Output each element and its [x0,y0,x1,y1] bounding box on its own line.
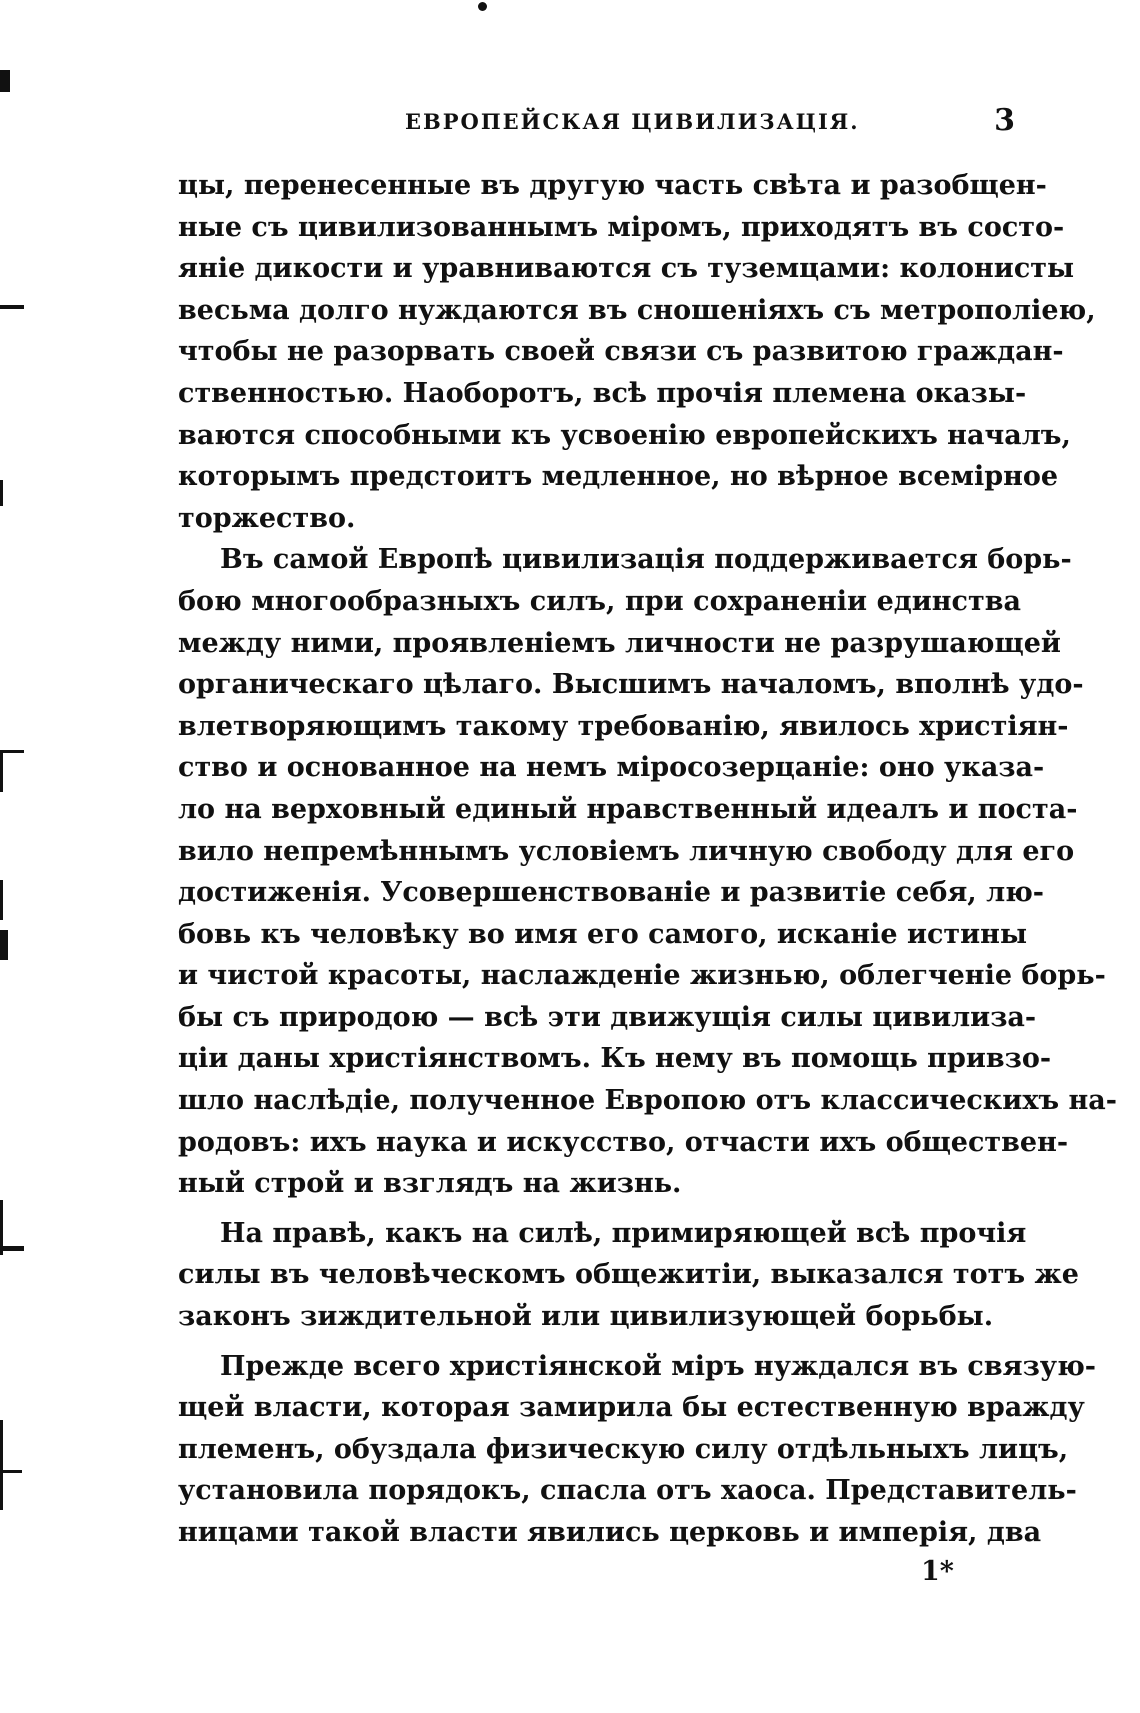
text-line: и чистой красоты, наслажденіе жизнью, облегченіе борь- [178,960,1106,992]
text-line: щей власти, которая замирила бы естественную вражду [178,1392,1085,1424]
print-dot-mark [478,2,487,11]
text-line: яніе дикости и уравниваются съ туземцами: колонисты [178,253,1075,285]
margin-tick [0,752,3,792]
text-line: племенъ, обуздала физическую силу отдѣльныхъ лицъ, [178,1433,1069,1465]
paragraph-2 [178,539,1118,1205]
text-line: шло наслѣдіе, полученное Европою отъ классическихъ на- [178,1085,1118,1117]
margin-tick [0,305,24,309]
margin-tick [0,1420,3,1510]
text-line: которымъ предстоитъ медленное, но вѣрное всемірное [178,461,1059,493]
text-line: ницами такой власти явились церковь и имперія, два [178,1517,1042,1548]
left-margin-marks [0,0,40,1713]
margin-tick [0,1246,24,1251]
paragraph-3 [178,1213,1079,1338]
text-line: бовь къ человѣку во имя его самого, исканіе истины [178,918,1028,950]
paragraph-4 [178,1346,1096,1554]
text-line: бою многообразныхъ силъ, при сохраненіи единства [178,585,1021,617]
text-line: чтобы не разорвать своей связи съ развитою граждан- [178,336,1064,368]
text-line: вило непремѣннымъ условіемъ личную свободу для его [178,835,1075,867]
text-line: установила порядокъ, спасла отъ хаоса. Представитель- [178,1475,1077,1507]
text-line: между ними, проявленіемъ личности не разрушающей [178,627,1061,659]
text-line: бы съ природою — всѣ эти движущія силы цивилиза- [178,1001,1037,1033]
page-header [175,103,1025,143]
text-line: ваются способными къ усвоенію европейскихъ началъ, [178,419,1071,451]
text-line: влетворяющимъ такому требованію, явилось христіян- [178,710,1069,742]
text-line: Прежде всего христіянской міръ нуждался въ связую- [220,1350,1096,1382]
text-line: цы, перенесенные въ другую часть свѣта и разобщен- [178,170,1047,201]
page-number: 3 [994,103,1015,138]
margin-tick [0,1470,22,1473]
text-line: силы въ человѣческомъ общежитіи, выказался тотъ же [178,1259,1079,1291]
text-line: ственностью. Наоборотъ, всѣ прочія племена оказы- [178,377,1027,409]
body-text [178,165,1118,1554]
signature-mark: 1* [921,1556,954,1587]
text-line: На правѣ, какъ на силѣ, примиряющей всѣ прочія [220,1217,1027,1249]
paragraph-1 [178,165,1096,539]
text-line: Въ самой Европѣ цивилизація поддерживается борь- [220,544,1072,576]
text-line: весьма долго нуждаются въ сношеніяхъ съ метрополіею, [178,294,1096,326]
margin-tick [0,750,24,753]
text-line: торжество. [178,502,356,534]
text-line: ло на верховный единый нравственный идеалъ и поста- [178,793,1078,825]
text-line: органическаго цѣлаго. Высшимъ началомъ, вполнѣ удо- [178,669,1084,701]
margin-tick [0,930,8,960]
text-line: законъ зиждительной или цивилизующей борьбы. [178,1301,994,1333]
text-line: ные съ цивилизованнымъ міромъ, приходятъ въ состо- [178,211,1065,243]
margin-tick [0,70,10,92]
margin-tick [0,480,3,506]
margin-tick [0,880,3,920]
text-line: ство и основанное на немъ міросозерцаніе: оно указа- [178,752,1045,784]
running-title: ЕВРОПЕЙСКАЯ ЦИВИЛИЗАЦІЯ. [405,109,860,134]
text-line: достиженія. Усовершенствованіе и развитіе себя, лю- [178,877,1045,909]
text-line: родовъ: ихъ наука и искусство, отчасти ихъ обществен- [178,1126,1069,1158]
text-line: ный строй и взглядъ на жизнь. [178,1168,682,1200]
text-line: ціи даны христіянствомъ. Къ нему въ помощь привзо- [178,1043,1052,1075]
